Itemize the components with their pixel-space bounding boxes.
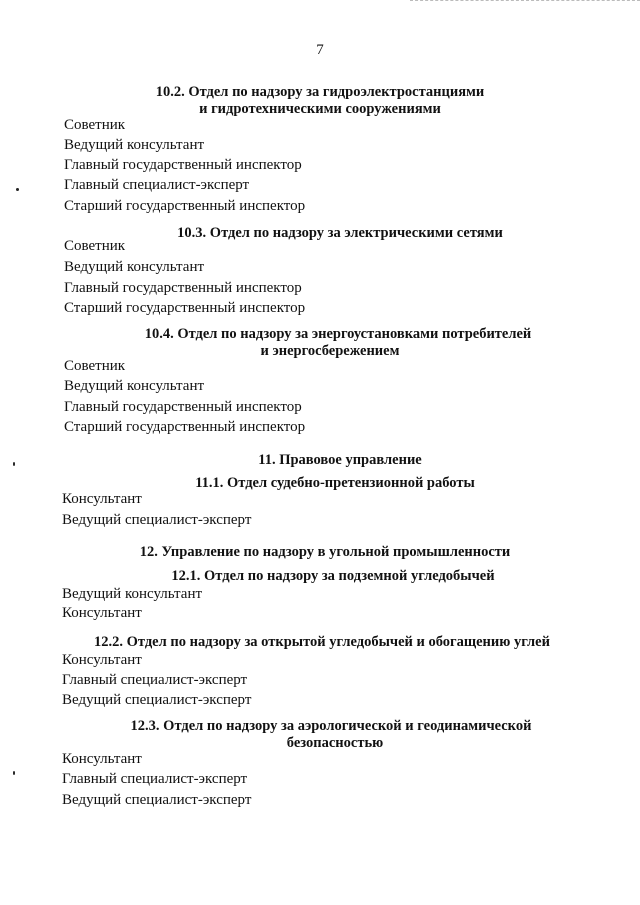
position-item: Советник [64, 358, 126, 374]
position-item: Ведущий консультант [64, 137, 205, 153]
scan-speck [13, 771, 15, 775]
heading-line: и гидротехническими сооружениями [199, 101, 441, 117]
heading-line: 12.1. Отдел по надзору за подземной угледобычей [171, 568, 495, 584]
section-heading-12-2 [0, 634, 640, 651]
heading-line: 10.2. Отдел по надзору за гидроэлектростанциями [155, 84, 485, 100]
heading-line: 11. Правовое управление [258, 452, 422, 468]
heading-line: 12. Управление по надзору в угольной промышленности [139, 544, 511, 560]
position-item: Советник [64, 238, 126, 254]
position-item: Главный специалист-эксперт [62, 672, 248, 688]
position-item: Советник [64, 117, 126, 133]
position-item: Консультант [62, 491, 142, 507]
position-item: Ведущий консультант [64, 378, 205, 394]
position-item: Главный государственный инспектор [64, 399, 302, 415]
section-heading-12-3 [0, 718, 640, 752]
heading-line: и энергосбережением [260, 343, 400, 359]
section-heading-10-4 [0, 326, 640, 360]
section-heading-10-2 [0, 84, 640, 118]
scan-speck [13, 462, 15, 466]
position-item: Ведущий консультант [62, 586, 203, 602]
heading-line: 12.2. Отдел по надзору за открытой угледобычей и обогащению углей [94, 634, 550, 650]
section-heading-11-1 [0, 475, 640, 492]
position-item: Ведущий специалист-эксперт [62, 692, 252, 708]
section-heading-11 [0, 452, 640, 469]
position-item: Ведущий специалист-эксперт [62, 792, 252, 808]
section-heading-12-1 [0, 568, 640, 585]
heading-line: 10.3. Отдел по надзору за электрическими сетями [177, 225, 503, 241]
position-item: Главный специалист-эксперт [62, 771, 248, 787]
scan-top-edge [410, 0, 640, 2]
position-item: Консультант [62, 605, 142, 621]
position-item: Старший государственный инспектор [64, 198, 306, 214]
position-item: Ведущий консультант [64, 259, 205, 275]
scan-speck [16, 188, 19, 191]
position-item: Консультант [62, 751, 142, 767]
heading-line: 12.3. Отдел по надзору за аэрологической и геодинамической [130, 718, 532, 734]
position-item: Старший государственный инспектор [64, 419, 306, 435]
position-item: Старший государственный инспектор [64, 300, 306, 316]
heading-line: 11.1. Отдел судебно-претензионной работы [195, 475, 475, 491]
position-item: Ведущий специалист-эксперт [62, 512, 252, 528]
position-item: Главный специалист-эксперт [64, 177, 250, 193]
position-item: Главный государственный инспектор [64, 280, 302, 296]
position-item: Консультант [62, 652, 142, 668]
heading-line: 10.4. Отдел по надзору за энергоустановками потребителей [144, 326, 532, 342]
section-heading-12 [0, 544, 640, 561]
heading-line: безопасностью [286, 735, 384, 751]
position-item: Главный государственный инспектор [64, 157, 302, 173]
page-number: 7 [316, 42, 324, 58]
